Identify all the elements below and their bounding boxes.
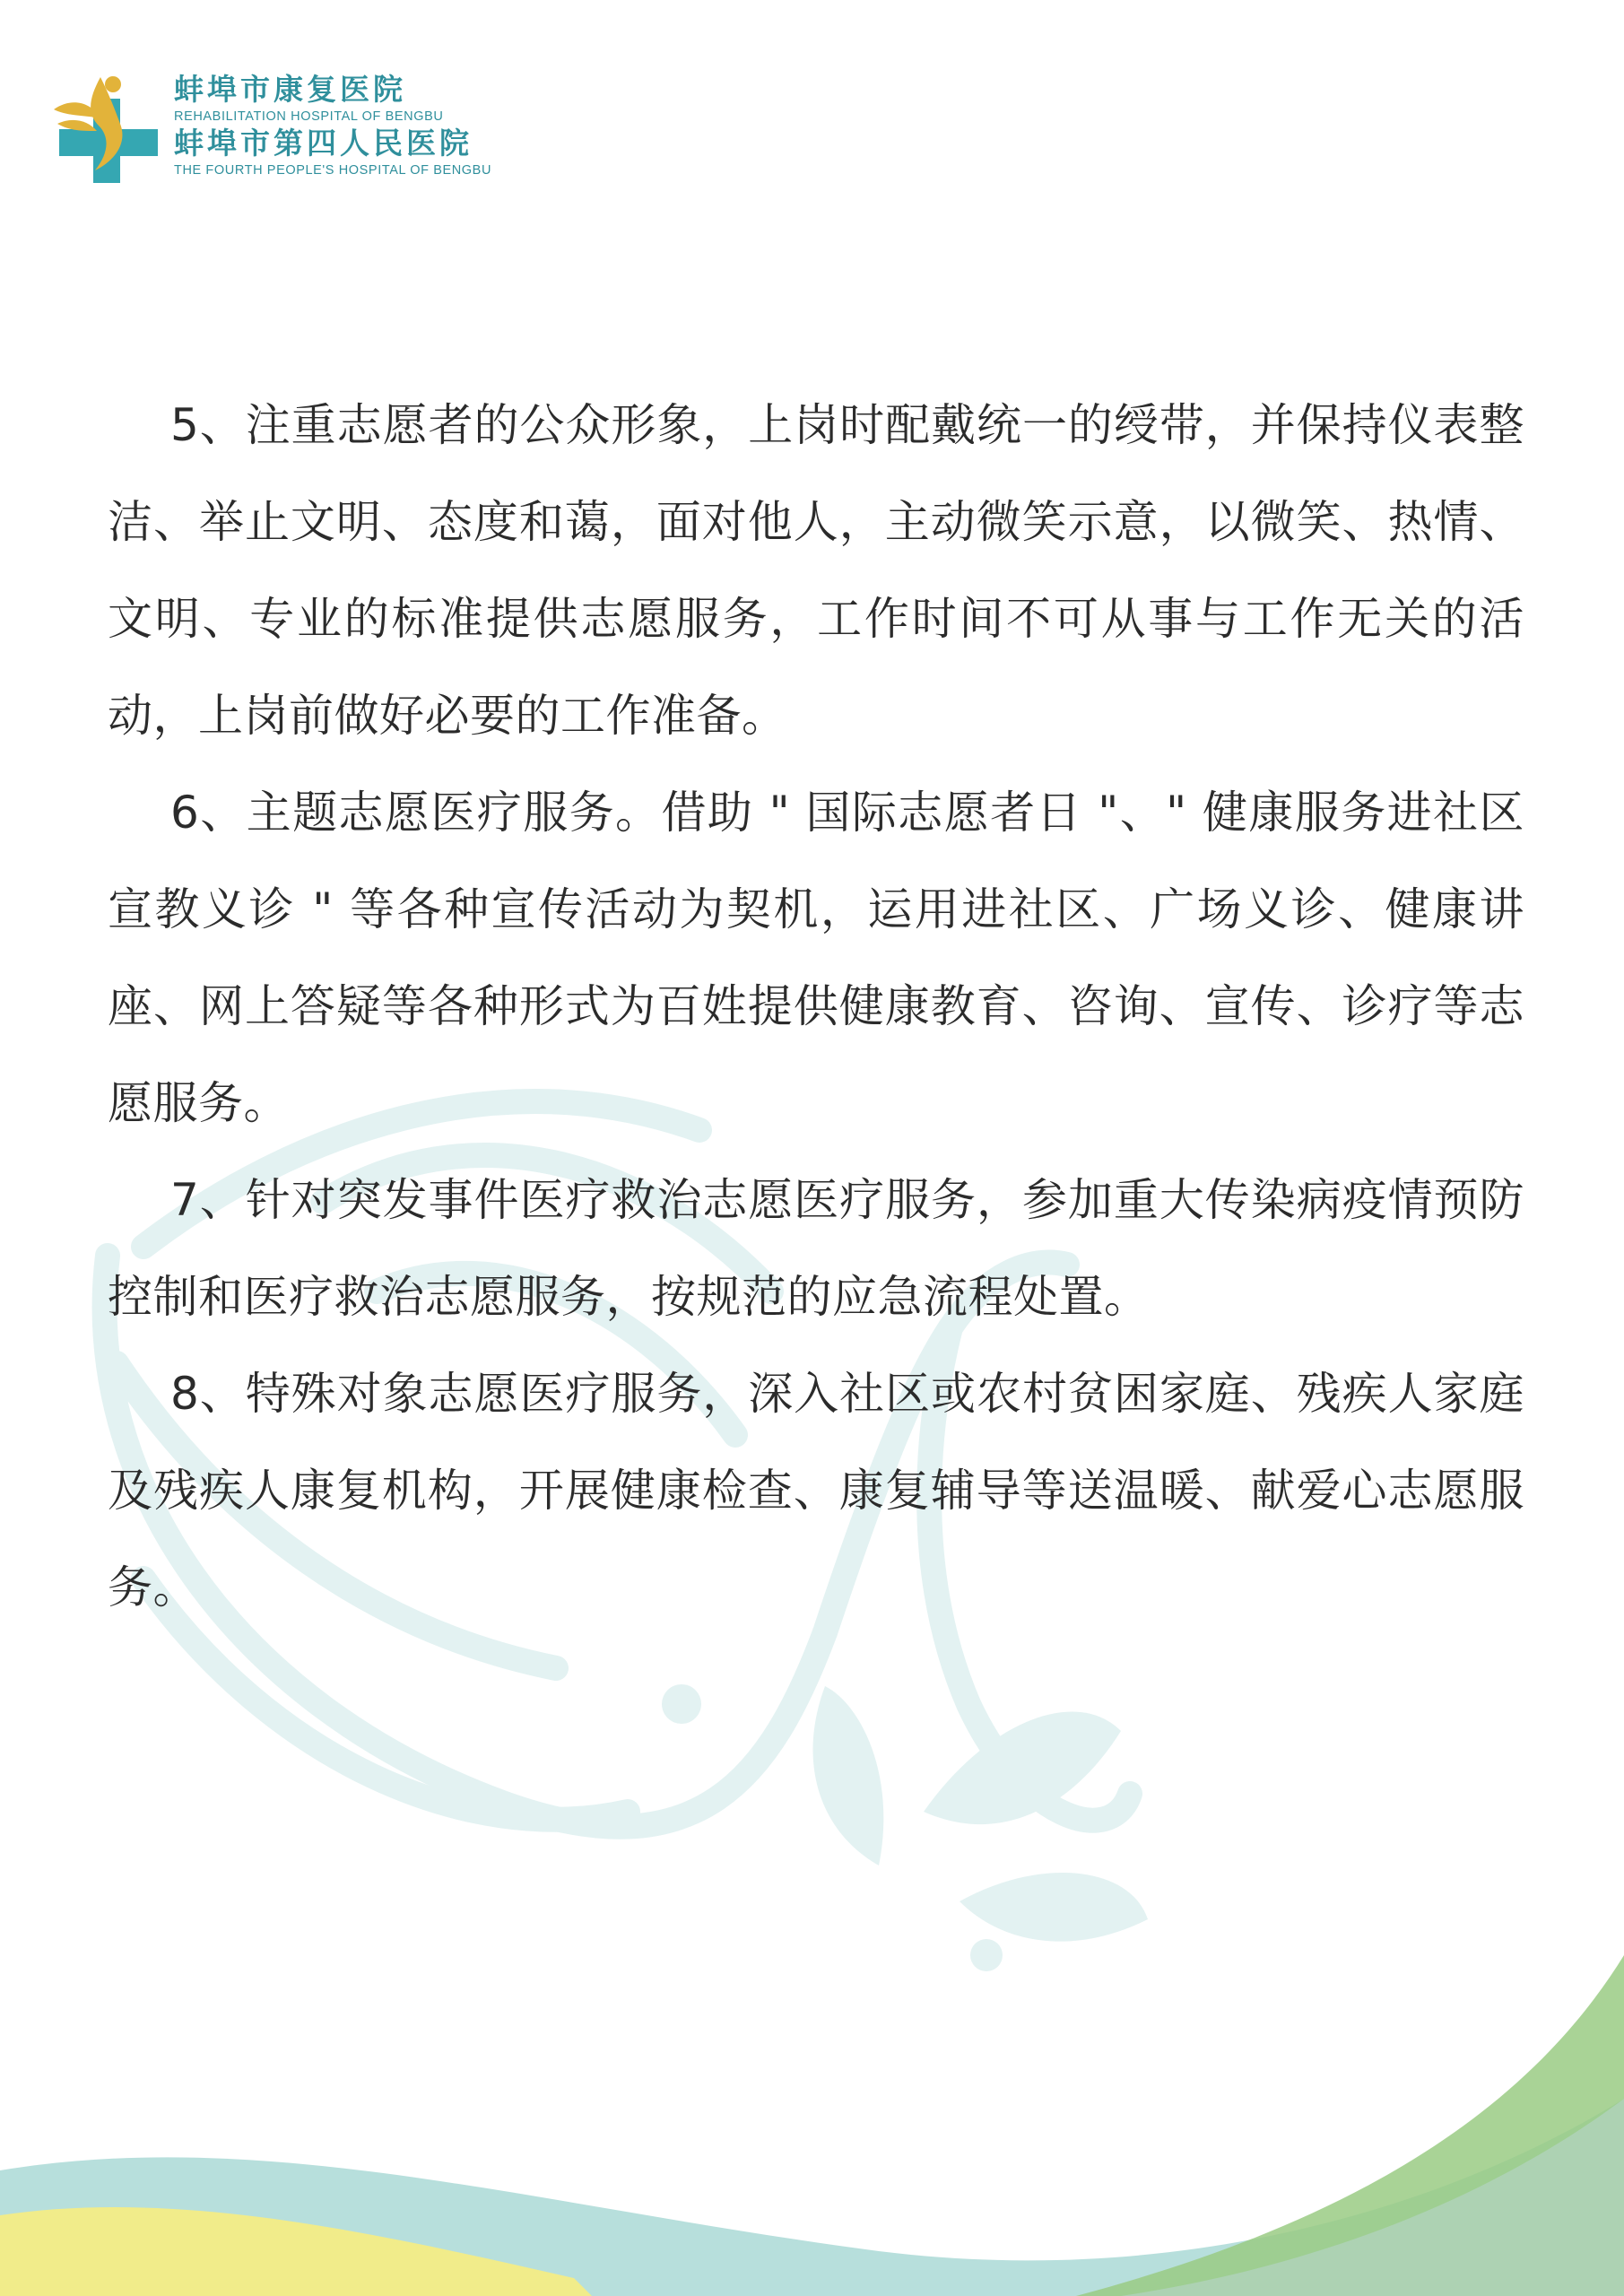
document-body (108, 377, 1524, 1636)
hospital-name-block (174, 72, 533, 179)
hospital-name-en-secondary: THE FOURTH PEOPLE'S HOSPITAL OF BENGBU (174, 163, 492, 178)
paragraph-item-5: 5、注重志愿者的公众形象，上岗时配戴统一的绶带，并保持仪表整洁、举止文明、态度和蔼，面对他人，主动微笑示意，以微笑、热情、文明、专业的标准提供志愿服务，工作时间不可从事与工作无关的活动，上岗前做好必要的工作准备。 (108, 399, 1524, 742)
footer-wave-decoration (0, 1830, 1624, 2296)
hospital-name-en-primary: REHABILITATION HOSPITAL OF BENGBU (174, 109, 444, 124)
paragraph-item-8: 8、特殊对象志愿医疗服务，深入社区或农村贫困家庭、残疾人家庭及残疾人康复机构，开展健康检查、康复辅导等送温暖、献爱心志愿服务。 (108, 1368, 1524, 1613)
hospital-name-cn-primary: 蚌埠市康复医院 (174, 72, 406, 107)
paragraph-item-6: 6、主题志愿医疗服务。借助 " 国际志愿者日 "、" 健康服务进社区宣教义诊 " 等各种宣传活动为契机，运用进社区、广场义诊、健康讲座、网上答疑等各种形式为百姓提供健康教育、咨询、宣传、诊疗等志愿服务。 (108, 787, 1524, 1129)
hospital-name-cn-secondary: 蚌埠市第四人民医院 (174, 126, 473, 161)
hospital-logo (50, 70, 492, 187)
hospital-cross-figure-logo-icon (50, 70, 165, 183)
paragraph-item-7: 7、针对突发事件医疗救治志愿医疗服务，参加重大传染病疫情预防控制和医疗救治志愿服务，按规范的应急流程处置。 (108, 1174, 1524, 1323)
